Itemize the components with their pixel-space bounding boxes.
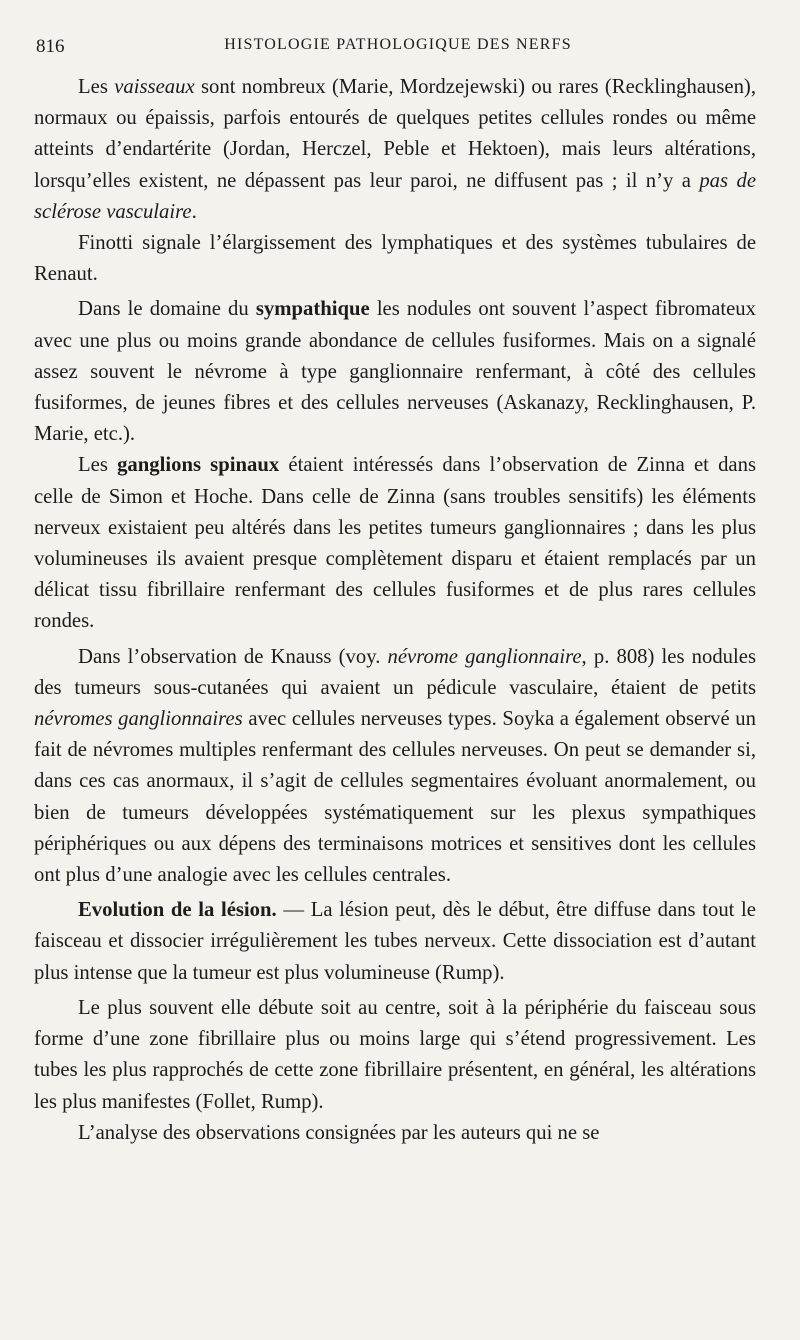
text-run: , p. 808) les nodules des tumeurs sous-cutanées qui avaient un pédicule vasculaire, étaient de petits	[34, 645, 756, 699]
text-run: .	[191, 200, 197, 223]
text-run: avec cellules nerveuses types. Soyka a également observé un fait de névromes multiples renfermant des cellules nerveuses. On peut se demander si, dans ces cas anormaux, il s’agit de cellules segmentaires évoluant anormalement, ou bien de tumeurs développées systématiquement sur les plexus sympathiques périphériques ou aux dépens des terminaisons motrices et sensitives dont les cellules ont plus d’une analogie avec les cellules centrales.	[34, 708, 756, 887]
paragraph-knauss	[34, 642, 756, 892]
text-run: sont nombreux (Marie, Mordzejewski) ou rares (Recklinghausen), normaux ou épaissis, parfois entourés de quelques petites cellules rondes ou même atteints d’endartérite (Jordan, Herczel, Peble et Hektoen), mais leurs altérations, lorsqu’elles existent, ne dépassent pas leur paroi, ne diffusent pas ; il n’y a	[34, 76, 756, 192]
italic-term: névromes ganglionnaires	[34, 708, 243, 731]
text-run: étaient intéressés dans l’observation de Zinna et dans celle de Simon et Hoche. Dans celle de Zinna (sans troubles sensitifs) les éléments nerveux existaient peu altérés dans les petites tumeurs ganglionnaires ; dans les plus volumineuses ils avaient presque complètement disparu et étaient remplacés par un délicat tissu fibrillaire renfermant des cellules fusiformes et de plus rares cellules rondes.	[34, 454, 757, 633]
bold-term: sympathique	[255, 298, 370, 321]
paragraph-debut: Le plus souvent elle débute soit au centre, soit à la périphérie du faisceau sous forme d’une zone fibrillaire plus ou moins large qui s’étend progressivement. Les tubes les plus rapprochés de cette zone fibrillaire présentent, en général, les altérations les plus manifestes (Follet, Rump).	[34, 996, 756, 1113]
text-run: — La lésion peut, dès le début, être diffuse dans tout le faisceau et dissocier irrégulièrement les tubes nerveux. Cette dissociation est d’autant plus intense que la tumeur est plus volumineuse (Rump).	[34, 899, 756, 984]
running-head: HISTOLOGIE PATHOLOGIQUE DES NERFS	[224, 36, 572, 53]
paragraph-vaisseaux	[34, 72, 756, 228]
text-run: Les	[78, 76, 115, 98]
paragraph-ganglions	[34, 450, 756, 637]
page-number: 816	[36, 36, 65, 57]
text-run: Les	[78, 454, 118, 477]
italic-term: pas de sclérose vasculaire	[34, 169, 756, 223]
paragraph-finotti: Finotti signale l’élargissement des lymphatiques et des systèmes tubulaires de Renaut.	[34, 232, 756, 286]
paragraph-analyse: L’analyse des observations consignées par les auteurs qui ne se	[78, 1121, 600, 1144]
body-text	[34, 72, 756, 1149]
bold-term: ganglions spinaux	[117, 454, 280, 477]
paragraph-sympathique	[34, 294, 756, 450]
italic-term: névrome ganglionnaire	[387, 645, 582, 668]
text-run: Dans le domaine du	[78, 298, 256, 321]
text-run: Dans l’observation de Knauss (voy.	[78, 645, 388, 668]
text-run: les nodules ont souvent l’aspect fibromateux avec une plus ou moins grande abondance de cellules fusiformes. Mais on a signalé assez souvent le névrome à type ganglionnaire renfermant, à côté des cellules fusiformes, de jeunes fibres et des cellules nerveuses (Askanazy, Recklinghausen, P. Marie, etc.).	[34, 298, 756, 446]
page-header	[36, 36, 760, 66]
paragraph-evolution	[34, 895, 756, 989]
section-heading: Evolution de la lésion.	[78, 899, 277, 922]
italic-term: vaisseaux	[114, 76, 195, 98]
